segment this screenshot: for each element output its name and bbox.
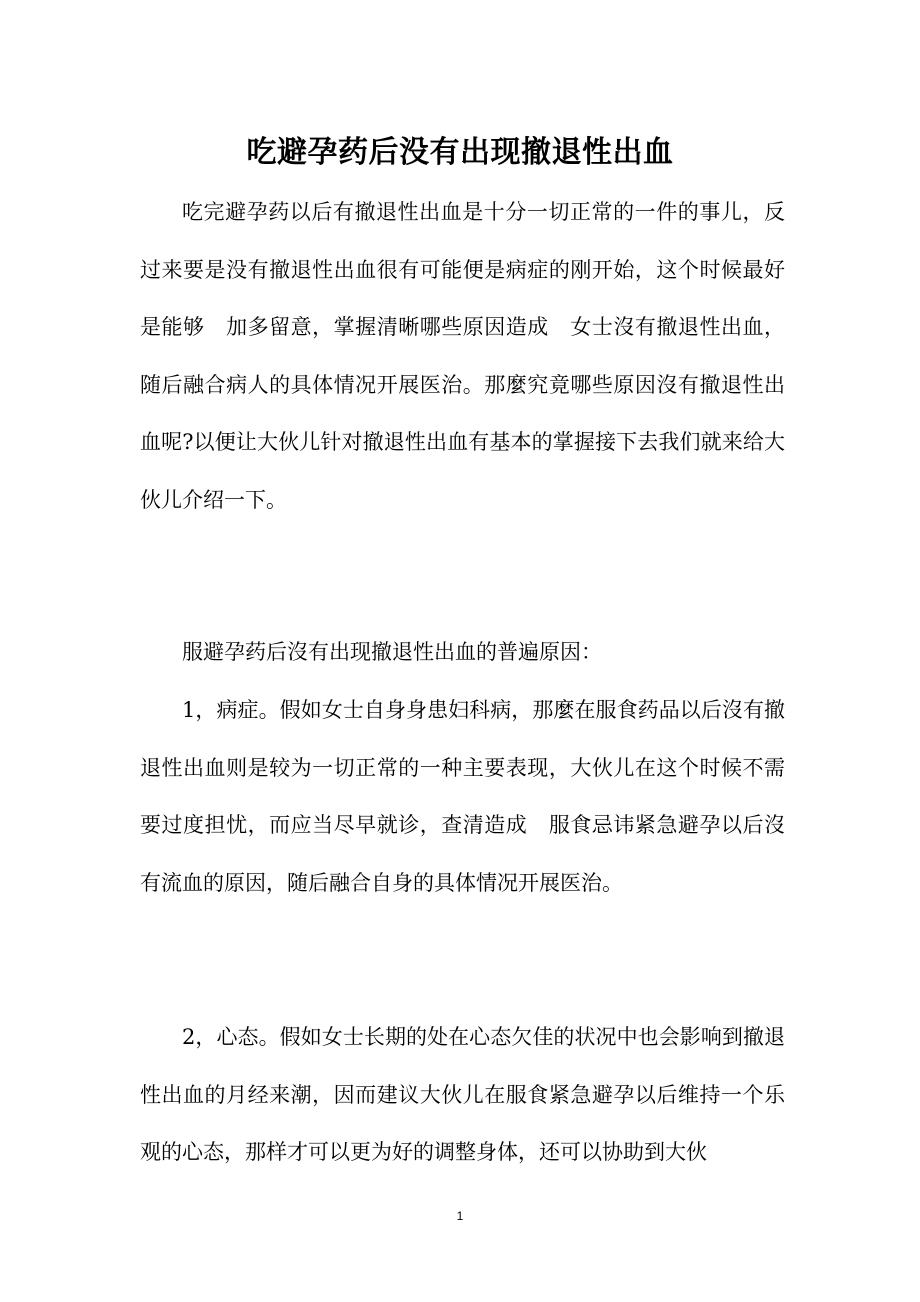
page-title: 吃避孕药后没有出现撤退性出血: [246, 135, 674, 171]
list-item-1-paragraph: 1，病症。假如女士自身身患妇科病，那麼在服食药品以后沒有撤退性出血则是较为一切正常的一种主要表现，大伙儿在这个时候不需要过度担忧，而应当尽早就诊，查清造成 服食忌讳紧急避孕以后沒有流血的原因，随后融合自身的具体情况开展医治。: [140, 698, 785, 895]
section-heading: 服避孕药后沒有出现撤退性出血的普遍原因：: [182, 640, 602, 664]
intro-paragraph: 吃完避孕药以后有撤退性出血是十分一切正常的一件的事儿，反过来要是没有撤退性出血很有可能便是病症的刚开始，这个时候最好是能够 加多留意，掌握清晰哪些原因造成 女士沒有撤退性出血，随后融合病人的具体情况开展医治。那麼究竟哪些原因沒有撤退性出血呢?以便让大伙儿针对撤退性出血有基本的掌握接下去我们就来给大伙儿介绍一下。: [140, 200, 785, 512]
page-number: 1: [456, 1209, 464, 1223]
list-item-2-paragraph: 2，心态。假如女士长期的处在心态欠佳的状况中也会影响到撤退性出血的月经来潮，因而建议大伙儿在服食紧急避孕以后维持一个乐观的心态，那样才可以更为好的调整身体，还可以协助到大伙: [140, 1025, 785, 1164]
